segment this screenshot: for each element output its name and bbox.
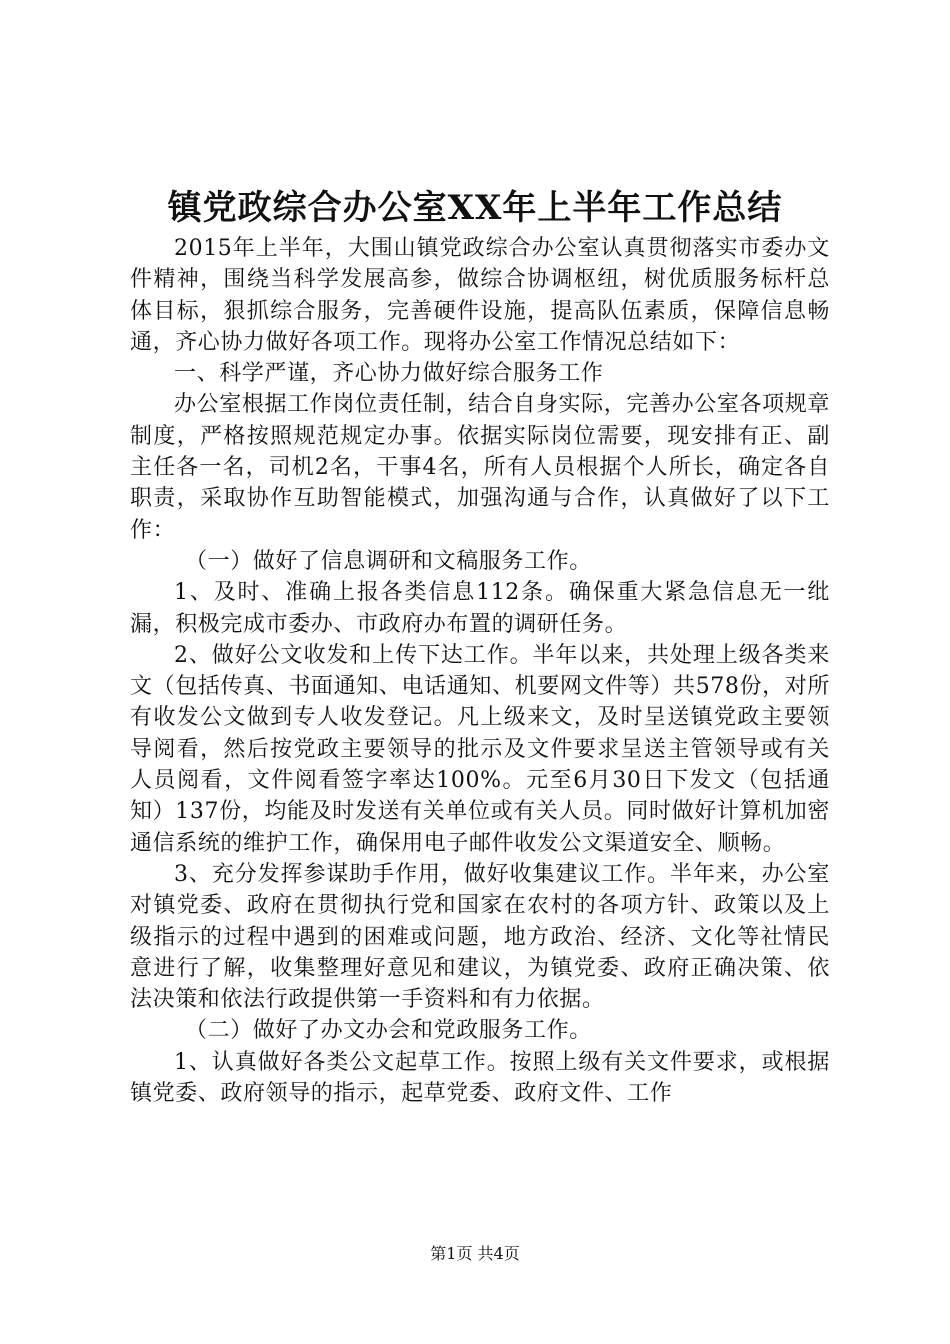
body-paragraph: 办公室根据工作岗位责任制，结合自身实际，完善办公室各项规章制度，严格按照规范规定办事。依据实际岗位需要，现安排有正、副主任各一名，司机2名，干事4名，所有人员根据个人所长，确定各自职责，采取协作互助智能模式，加强沟通与合作，认真做好了以下工作： [130,392,830,543]
body-paragraph: 1、及时、准确上报各类信息112条。确保重大紧急信息无一纰漏，积极完成市委办、市政府办布置的调研任务。 [130,580,830,637]
section-heading-1: 一、科学严谨，齐心协力做好综合服务工作 [174,361,604,387]
document-title: 镇党政综合办公室XX年上半年工作总结 [167,188,783,228]
intro-paragraph: 2015年上半年，大围山镇党政综合办公室认真贯彻落实市委办文件精神，围绕当科学发展高参，做综合协调枢纽，树优质服务标杆总体目标，狠抓综合服务，完善硬件设施，提高队伍素质，保障信息畅通，齐心协力做好各项工作。现将办公室工作情况总结如下： [130,236,830,355]
page-number-footer: 第1页 共4页 [430,1244,520,1263]
subsection-heading-2: （二）做好了办文办会和党政服务工作。 [185,1018,592,1044]
body-paragraph: 2、做好公文收发和上传下达工作。半年以来，共处理上级各类来文（包括传真、书面通知、电话通知、机要网文件等）共578份，对所有收发公文做到专人收发登记。凡上级来文，及时呈送镇党政主要领导阅看，然后按党政主要领导的批示及文件要求呈送主管领导或有关人员阅看，文件阅看签字率达100%。元至6月30日下发文（包括通知）137份，均能及时发送有关单位或有关人员。同时做好计算机加密通信系统的维护工作，确保用电子邮件收发公文渠道安全、顺畅。 [130,642,830,856]
document-body [130,233,830,1109]
body-paragraph: 1、认真做好各类公文起草工作。按照上级有关文件要求，或根据镇党委、政府领导的指示，起草党委、政府文件、工作 [130,1049,830,1107]
body-paragraph: 3、充分发挥参谋助手作用，做好收集建议工作。半年来，办公室对镇党委、政府在贯彻执行党和国家在农村的各项方针、政策以及上级指示的过程中遇到的困难或问题，地方政治、经济、文化等社情民意进行了解，收集整理好意见和建议，为镇党委、政府正确决策、依法决策和依法行政提供第一手资料和有力依据。 [130,861,830,1013]
subsection-heading-1: （一）做好了信息调研和文稿服务工作。 [185,548,592,574]
